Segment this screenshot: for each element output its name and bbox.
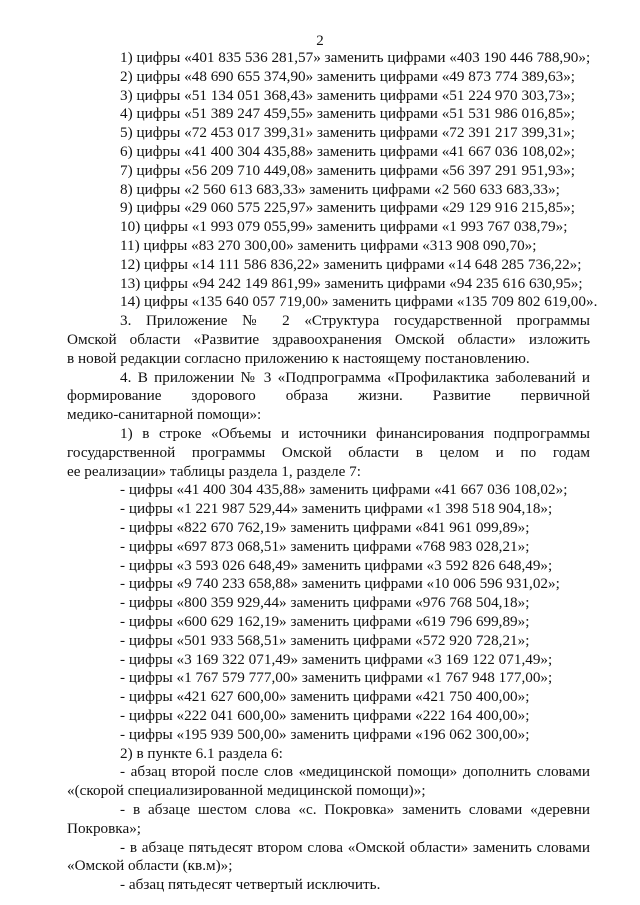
text-line: «Омской области (кв.м)»; [67,857,233,874]
text-line: 6) цифры «41 400 304 435,88» заменить цифрами «41 667 036 108,02»; [120,143,576,160]
text-line: 1) цифры «401 835 536 281,57» заменить цифрами «403 190 446 788,90»; [120,49,591,66]
text-line: 10) цифры «1 993 079 055,99» заменить цифрами «1 993 767 038,79»; [120,218,568,235]
text-line: 13) цифры «94 242 149 861,99» заменить цифрами «94 235 616 630,95»; [120,275,583,292]
text-line: - цифры «195 939 500,00» заменить цифрами «196 062 300,00»; [120,726,530,743]
page-number: 2 [316,33,324,49]
text-line: 12) цифры «14 111 586 836,22» заменить цифрами «14 648 285 736,22»; [120,256,582,273]
text-line: 1) в строке «Объемы и источники финансирования подпрограммы [120,425,590,442]
text-line: - цифры «421 627 600,00» заменить цифрами «421 750 400,00»; [120,688,530,705]
text-line: 5) цифры «72 453 017 399,31» заменить цифрами «72 391 217 399,31»; [120,124,576,141]
text-line: 7) цифры «56 209 710 449,08» заменить цифрами «56 397 291 951,93»; [120,162,576,179]
text-line: ее реализации» таблицы раздела 1, разделе 7: [67,463,361,480]
text-line: Покровка»; [67,820,142,837]
text-line: 2) в пункте 6.1 раздела 6: [120,745,283,762]
text-line: - цифры «41 400 304 435,88» заменить цифрами «41 667 036 108,02»; [120,481,568,498]
text-line: - цифры «501 933 568,51» заменить цифрами «572 920 728,21»; [120,632,530,649]
text-line: формирование здорового образа жизни. Развитие первичной [67,387,590,404]
text-line: - цифры «800 359 929,44» заменить цифрами «976 768 504,18»; [120,594,530,611]
text-line: 4. В приложении № 3 «Подпрограмма «Профилактика заболеваний и [120,369,590,386]
text-line: в новой редакции согласно приложению к настоящему постановлению. [67,350,530,367]
text-line: 14) цифры «135 640 057 719,00» заменить цифрами «135 709 802 619,00». [120,293,598,310]
text-line: - абзац второй после слов «медицинской помощи» дополнить словами [120,763,590,780]
text-line: - в абзаце пятьдесят втором слова «Омской области» заменить словами [120,839,590,856]
text-line: - цифры «697 873 068,51» заменить цифрами «768 983 028,21»; [120,538,530,555]
text-line: «(скорой специализированной медицинской помощи)»; [67,782,426,799]
text-line: - цифры «3 593 026 648,49» заменить цифрами «3 592 826 648,49»; [120,557,553,574]
text-line: - цифры «822 670 762,19» заменить цифрами «841 961 099,89»; [120,519,530,536]
text-line: государственной программы Омской области в целом и по годам [67,444,590,461]
text-line: - цифры «9 740 233 658,88» заменить цифрами «10 006 596 931,02»; [120,575,560,592]
text-line: - в абзаце шестом слова «с. Покровка» заменить словами «деревни [120,801,590,818]
text-line: медико-санитарной помощи»: [67,406,262,423]
text-line: - цифры «222 041 600,00» заменить цифрами «222 164 400,00»; [120,707,530,724]
text-line: 9) цифры «29 060 575 225,97» заменить цифрами «29 129 916 215,85»; [120,199,576,216]
text-line: 4) цифры «51 389 247 459,55» заменить цифрами «51 531 986 016,85»; [120,105,576,122]
text-line: 8) цифры «2 560 613 683,33» заменить цифрами «2 560 633 683,33»; [120,181,560,198]
text-line: 3) цифры «51 134 051 368,43» заменить цифрами «51 224 970 303,73»; [120,87,576,104]
text-line: - цифры «600 629 162,19» заменить цифрами «619 796 699,89»; [120,613,530,630]
text-line: - цифры «3 169 322 071,49» заменить цифрами «3 169 122 071,49»; [120,651,553,668]
text-line: - цифры «1 221 987 529,44» заменить цифрами «1 398 518 904,18»; [120,500,553,517]
text-line: - абзац пятьдесят четвертый исключить. [120,876,381,893]
text-line: 11) цифры «83 270 300,00» заменить цифрами «313 908 090,70»; [120,237,537,254]
text-line: 2) цифры «48 690 655 374,90» заменить цифрами «49 873 774 389,63»; [120,68,576,85]
text-line: 3. Приложение № 2 «Структура государственной программы [120,312,590,329]
text-line: - цифры «1 767 579 777,00» заменить цифрами «1 767 948 177,00»; [120,669,553,686]
text-line: Омской области «Развитие здравоохранения Омской области» изложить [67,331,590,348]
